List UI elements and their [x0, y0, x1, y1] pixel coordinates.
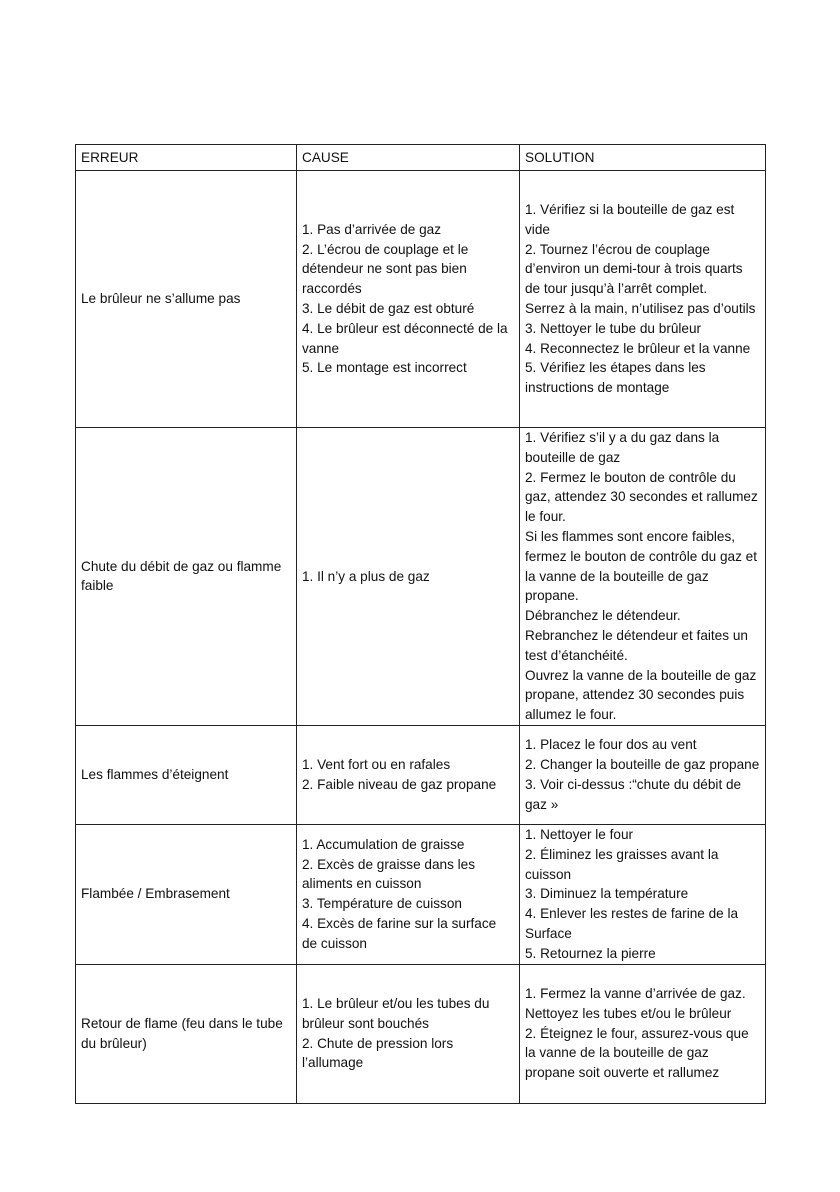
erreur-cell: Chute du débit de gaz ou flamme faible: [76, 428, 297, 726]
cause-line: 2. Chute de pression lors l’allumage: [302, 1035, 454, 1071]
erreur-cell: Les flammes d’éteignent: [76, 725, 297, 824]
solution-line: 1. Placez le four dos au vent: [525, 737, 697, 753]
erreur-cell: Flambée / Embrasement: [76, 824, 297, 964]
solution-line: 3. Diminuez la température: [525, 886, 689, 902]
solution-cell: [520, 824, 766, 964]
cause-line: 1. Accumulation de graisse: [302, 836, 465, 852]
cause-line: 2. Excès de graisse dans les aliments en cuisson: [302, 856, 476, 892]
cause-line: 3. Température de cuisson: [302, 896, 462, 912]
solution-line: 5. Vérifiez les étapes dans les instructions de montage: [525, 360, 706, 396]
solution-line: 1. Vérifiez si la bouteille de gaz est vide: [525, 202, 735, 237]
solution-line: 2. Éliminez les graisses avant la cuisson: [525, 846, 719, 882]
solution-line: 4. Reconnectez le brûleur et la vanne: [525, 340, 751, 356]
solution-line: Rebranchez le détendeur et faites un test d’étanchéité.: [525, 627, 748, 663]
erreur-cell: Le brûleur ne s’allume pas: [76, 171, 297, 428]
cause-line: 1. Le brûleur et/ou les tubes du brûleur sont bouchés: [302, 995, 490, 1031]
solution-line: 3. Voir ci-dessus :“chute du débit de gaz »: [525, 776, 742, 812]
solution-line: 5. Retournez la pierre: [525, 945, 656, 961]
table-row: [76, 725, 766, 824]
cause-cell: [297, 428, 520, 726]
solution-cell: [520, 964, 766, 1103]
table-row: [76, 964, 766, 1103]
solution-cell: [520, 725, 766, 824]
erreur-cell: Retour de flame (feu dans le tube du brûleur): [76, 964, 297, 1103]
solution-line: Serrez à la main, n’utilisez pas d’outils: [525, 301, 756, 316]
cause-cell: [297, 824, 520, 964]
cause-line: 5. Le montage est incorrect: [302, 360, 467, 376]
solution-line: Débranchez le détendeur.: [525, 608, 681, 624]
solution-cell: [520, 428, 766, 726]
table-row: [76, 171, 766, 428]
header-cause: CAUSE: [297, 145, 520, 171]
cause-cell: [297, 171, 520, 428]
solution-line: 2. Fermez le bouton de contrôle du gaz, attendez 30 secondes et rallumez le four.: [525, 469, 758, 525]
solution-line: 2. Éteignez le four, assurez-vous que la vanne de la bouteille de gaz propane soit ouverte et rallumez: [525, 1025, 749, 1081]
solution-line: 1. Fermez la vanne d’arrivée de gaz. Nettoyez les tubes et/ou le brûleur: [525, 986, 746, 1021]
cause-line: 1. Pas d’arrivée de gaz: [302, 221, 442, 237]
cause-line: 3. Le débit de gaz est obturé: [302, 301, 475, 316]
solution-line: Si les flammes sont encore faibles, fermez le bouton de contrôle du gaz et la vanne de la bouteille de gaz propane.: [525, 528, 757, 604]
solution-line: 1. Vérifiez s’il y a du gaz dans la bouteille de gaz: [525, 430, 720, 465]
cause-line: 1. Il n’y a plus de gaz: [302, 568, 430, 584]
header-erreur: ERREUR: [76, 145, 297, 171]
cause-line: 1. Vent fort ou en rafales: [302, 757, 451, 773]
cause-cell: [297, 725, 520, 824]
cause-line: 2. Faible niveau de gaz propane: [302, 776, 497, 792]
cause-line: 4. Excès de farine sur la surface de cuisson: [302, 916, 497, 951]
table-row: [76, 824, 766, 964]
troubleshooting-table: [75, 144, 766, 1104]
cause-cell: [297, 964, 520, 1103]
solution-line: 3. Nettoyer le tube du brûleur: [525, 320, 702, 336]
solution-line: 1. Nettoyer le four: [525, 826, 634, 842]
solution-line: 2. Tournez l’écrou de couplage d’environ un demi-tour à trois quarts de tour jusqu’à l’arrêt complet.: [525, 241, 743, 297]
solution-line: 2. Changer la bouteille de gaz propane: [525, 757, 760, 773]
table-row: [76, 428, 766, 726]
cause-line: 4. Le brûleur est déconnecté de la vanne: [302, 320, 508, 356]
table-header-row: [76, 145, 766, 171]
solution-cell: [520, 171, 766, 428]
cause-line: 2. L’écrou de couplage et le détendeur ne sont pas bien raccordés: [302, 241, 469, 297]
solution-line: Ouvrez la vanne de la bouteille de gaz propane, attendez 30 secondes puis allumez le four.: [525, 667, 757, 723]
header-solution: SOLUTION: [520, 145, 766, 171]
solution-line: 4. Enlever les restes de farine de la Surface: [525, 906, 739, 941]
